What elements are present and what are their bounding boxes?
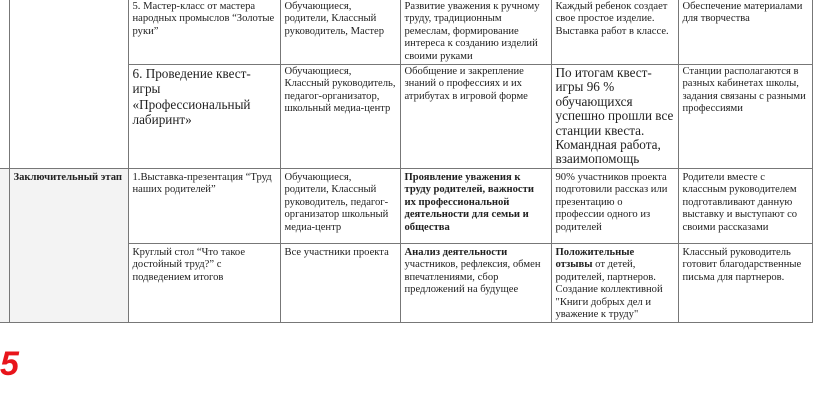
result-cell: Каждый ребенок создает свое простое изделие. Выставка работ в классе. bbox=[551, 0, 678, 65]
participants-cell: Обучающиеся, родители, Классный руководитель, педагог-организатор школьный медиа-центр bbox=[280, 168, 400, 243]
notes-cell: Обеспечение материалами для творчества bbox=[678, 0, 812, 65]
goal-text: участников, рефлексия, обмен впечатлениями, сбор предложений на будущее bbox=[404, 259, 541, 296]
notes-cell: Родители вместе с классным руководителем подготавливают данную выставку и выступают со своими рассказами bbox=[678, 168, 812, 243]
participants-cell: Обучающиеся, родители, Классный руководитель, Мастер bbox=[280, 0, 400, 65]
result-cell: По итогам квест-игры 96 % обучающихся успешно прошли все станции квеста. Командная работа, взаимопомощь bbox=[551, 65, 678, 169]
participants-cell: Все участники проекта bbox=[280, 243, 400, 322]
activity-cell: 5. Мастер-класс от мастера народных промыслов “Золотые руки” bbox=[128, 0, 280, 65]
result-text: от детей, родителей, партнеров. Создание коллективной "Книги добрых дел и уважение к труду" bbox=[555, 259, 663, 320]
goal-cell bbox=[400, 243, 551, 322]
notes-cell: Классный руководитель готовит благодарственные письма для партнеров. bbox=[678, 243, 812, 322]
activity-cell: 1.Выставка-презентация “Труд наших родителей” bbox=[128, 168, 280, 243]
table-row bbox=[0, 0, 812, 65]
stage-cell-top bbox=[9, 0, 128, 168]
participants-cell: Обучающиеся, Классный руководитель, педагог-организатор, школьный медиа-центр bbox=[280, 65, 400, 169]
page-number: 5 bbox=[0, 345, 19, 383]
goal-bold: Анализ деятельности bbox=[404, 246, 508, 258]
result-bold: Положительные отзывы bbox=[555, 246, 635, 271]
table-row bbox=[0, 168, 812, 243]
goal-cell: Обобщение и закрепление знаний о профессиях и их атрибутах в игровой форме bbox=[400, 65, 551, 169]
stage-cell-final: Заключительный этап bbox=[9, 168, 128, 322]
index-cell-top bbox=[0, 0, 9, 168]
goal-cell: Проявление уважения к труду родителей, важности их профессиональной деятельности для семьи и общества bbox=[400, 168, 551, 243]
activity-cell: 6. Проведение квест-игры «Профессиональный лабиринт» bbox=[128, 65, 280, 169]
index-cell-final bbox=[0, 168, 9, 322]
notes-cell: Станции располагаются в разных кабинетах школы, задания связаны с разными профессиями bbox=[678, 65, 812, 169]
result-cell: 90% участников проекта подготовили рассказ или презентацию о профессии одного из родителей bbox=[551, 168, 678, 243]
result-cell bbox=[551, 243, 678, 322]
activity-cell: Круглый стол “Что такое достойный труд?” с подведением итогов bbox=[128, 243, 280, 322]
goal-cell: Развитие уважения к ручному труду, традиционным ремеслам, формирование интереса к созданию изделий своими руками bbox=[400, 0, 551, 65]
